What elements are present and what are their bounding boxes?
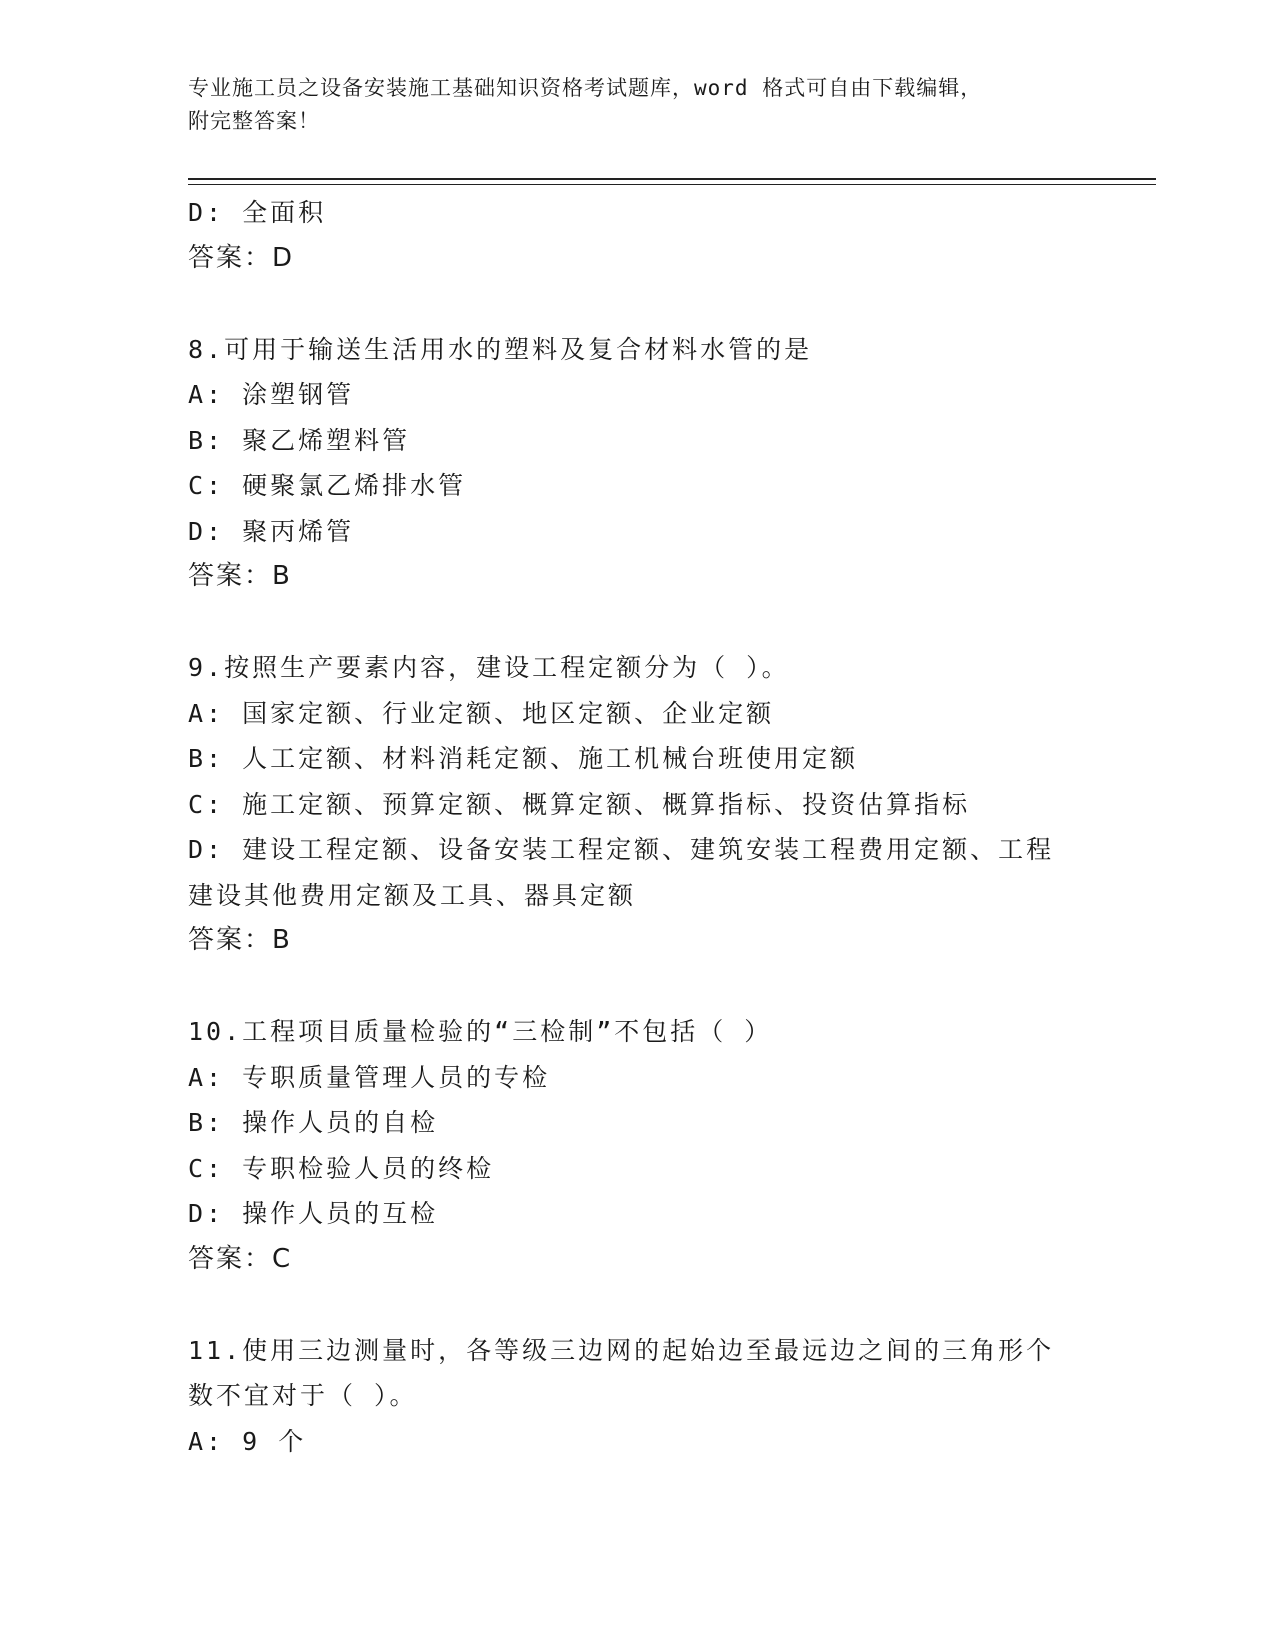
document-header [188, 72, 1068, 138]
option-a: A: 9 个 [188, 1426, 307, 1456]
header-line-2: 附完整答案！ [188, 109, 320, 133]
option-c: C: 硬聚氯乙烯排水管 [188, 471, 467, 500]
option-c: C: 施工定额、预算定额、概算定额、概算指标、投资估算指标 [188, 789, 971, 819]
question-stem: 10.工程项目质量检验的“三检制”不包括（ ） [188, 1017, 773, 1046]
question-stem: 9.按照生产要素内容，建设工程定额分为（ ）。 [188, 653, 790, 682]
question-10 [188, 1009, 1088, 1282]
spacer [188, 281, 1088, 327]
option-b: B: 聚乙烯塑料管 [188, 425, 411, 455]
option-b: B: 人工定额、材料消耗定额、施工机械台班使用定额 [188, 744, 859, 773]
option-b: B: 操作人员的自检 [188, 1108, 439, 1137]
question-11 [188, 1328, 1088, 1465]
answer: 答案：B [188, 561, 292, 591]
question-7-fragment [188, 190, 1088, 281]
option-c: C: 专职检验人员的终检 [188, 1153, 495, 1183]
option-d: D: 操作人员的互检 [188, 1199, 439, 1228]
header-rule-thick [188, 178, 1156, 180]
answer: 答案：C [188, 1243, 293, 1274]
spacer [188, 600, 1088, 646]
option-d: D: 聚丙烯管 [188, 516, 355, 546]
spacer [188, 964, 1088, 1010]
answer: 答案：B [188, 925, 292, 955]
option-a: A: 专职质量管理人员的专检 [188, 1062, 551, 1092]
option-a: A: 涂塑钢管 [188, 380, 355, 409]
header-rule-thin [188, 184, 1156, 185]
option-a: A: 国家定额、行业定额、地区定额、企业定额 [188, 698, 775, 728]
question-stem: 8.可用于输送生活用水的塑料及复合材料水管的是 [188, 334, 813, 364]
spacer [188, 1282, 1088, 1328]
option-d: D: 全面积 [188, 198, 327, 227]
question-8 [188, 327, 1088, 600]
answer: 答案：D [188, 242, 295, 273]
option-d-continuation: 建设其他费用定额及工具、器具定额 [188, 880, 637, 910]
option-d: D: 建设工程定额、设备安装工程定额、建筑安装工程费用定额、工程 [188, 835, 1055, 864]
header-line-1: 专业施工员之设备安装施工基础知识资格考试题库，word 格式可自由下载编辑， [188, 76, 983, 100]
document-body [188, 190, 1088, 1464]
question-stem-line-1: 11.使用三边测量时，各等级三边网的起始边至最远边之间的三角形个 [188, 1335, 1055, 1365]
question-stem-line-2: 数不宜对于（ ）。 [188, 1381, 418, 1410]
question-9 [188, 645, 1088, 964]
